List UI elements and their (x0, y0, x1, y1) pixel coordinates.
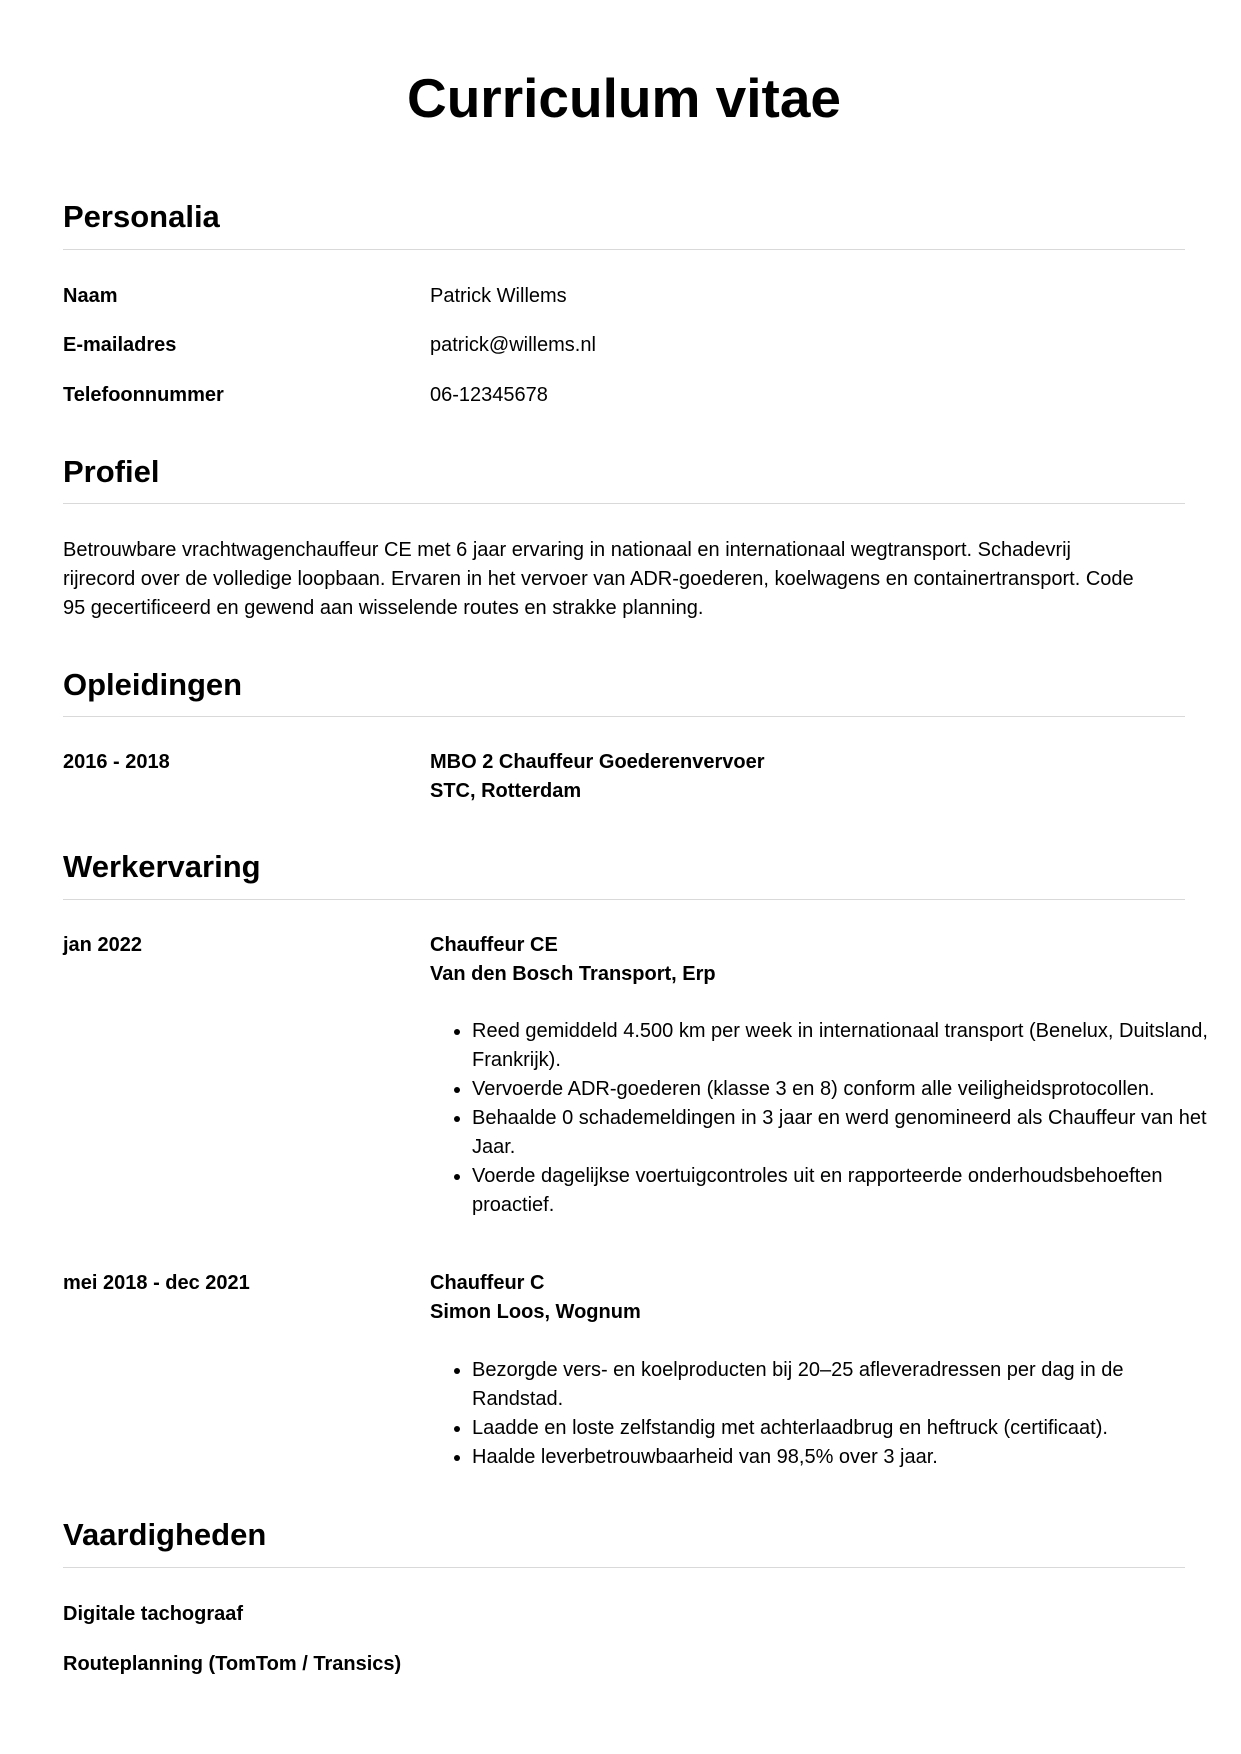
job-period: mei 2018 - dec 2021 (63, 1272, 250, 1294)
list-item: • Reed gemiddeld 4.500 km per week in internationaal transport (Benelux, Duitsland, Frankrijk). (472, 1017, 1212, 1075)
job-title: Chauffeur CE (430, 934, 558, 956)
section-heading-vaardigheden: Vaardigheden (63, 1517, 267, 1552)
value-email: patrick@willems.nl (430, 334, 596, 356)
section-divider (63, 899, 1185, 900)
list-item: • Vervoerde ADR-goederen (klasse 3 en 8) conform alle veiligheidsprotocollen. (472, 1075, 1212, 1104)
document-title: Curriculum vitae (406, 67, 841, 129)
education-school: STC, Rotterdam (430, 780, 582, 802)
list-item: • Laadde en loste zelfstandig met achterlaadbrug en heftruck (certificaat). (472, 1414, 1212, 1443)
education-title: MBO 2 Chauffeur Goederenvervoer (430, 751, 765, 773)
list-item: • Haalde leverbetrouwbaarheid van 98,5% over 3 jaar. (472, 1443, 1212, 1472)
education-period: 2016 - 2018 (63, 751, 170, 773)
section-divider (63, 503, 1185, 504)
job-entry (430, 1269, 641, 1327)
job-entry (430, 931, 716, 989)
label-telefoon: Telefoonnummer (63, 384, 224, 406)
profile-text: Betrouwbare vrachtwagenchauffeur CE met 6 jaar ervaring in nationaal en internationaal wegtransport. Schadevrij rijrecord over de volledige loopbaan. Ervaren in het vervoer van ADR-goederen, koelwagens en containertransport. Code 95 gecertificeerd en gewend aan wisselende routes en strakke planning. (63, 539, 1134, 619)
label-email: E-mailadres (63, 334, 177, 356)
section-heading-opleidingen: Opleidingen (63, 667, 243, 702)
section-divider (63, 249, 1185, 250)
section-divider (63, 716, 1185, 717)
skill-item: Digitale tachograaf (63, 1603, 244, 1625)
list-item: • Bezorgde vers- en koelproducten bij 20–25 afleveradressen per dag in de Randstad. (472, 1356, 1212, 1414)
value-naam: Patrick Willems (430, 285, 567, 307)
list-item: • Voerde dagelijkse voertuigcontroles uit en rapporteerde onderhoudsbehoeften proactief. (472, 1162, 1212, 1220)
section-heading-profiel: Profiel (63, 454, 160, 489)
job-employer: Van den Bosch Transport, Erp (430, 963, 716, 985)
section-divider (63, 1567, 1185, 1568)
job-duties-list (430, 1017, 1212, 1220)
section-heading-werkervaring: Werkervaring (63, 849, 261, 884)
job-employer: Simon Loos, Wognum (430, 1301, 641, 1323)
job-title: Chauffeur C (430, 1272, 545, 1294)
list-item: • Behaalde 0 schademeldingen in 3 jaar en werd genomineerd als Chauffeur van het Jaar. (472, 1104, 1212, 1162)
label-naam: Naam (63, 285, 118, 307)
education-entry (430, 748, 765, 806)
job-period: jan 2022 (63, 934, 142, 956)
section-heading-personalia: Personalia (63, 199, 220, 234)
job-duties-list (430, 1356, 1212, 1472)
skill-item: Routeplanning (TomTom / Transics) (63, 1653, 402, 1675)
value-telefoon: 06-12345678 (430, 384, 548, 406)
